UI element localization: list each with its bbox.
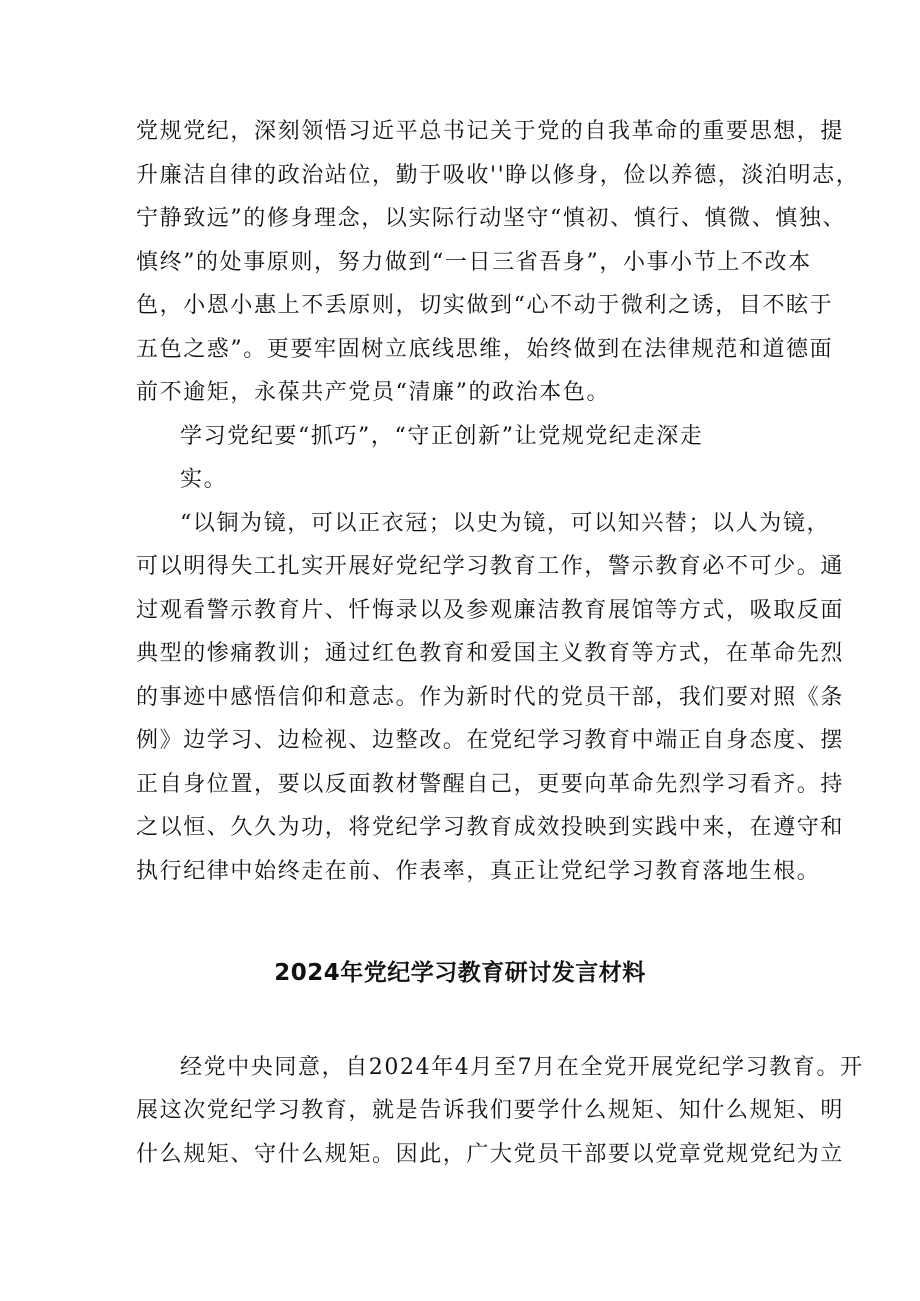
subheading-line: 学习党纪要“抓巧”，“守正创新”让党规党纪走深走: [180, 424, 704, 449]
text-line: 慎终”的处事原则，努力做到“一日三省吾身”，小事小节上不改本: [136, 250, 812, 275]
text-line: 的事迹中感悟信仰和意志。作为新时代的党员干部，我们要对照《条: [136, 685, 845, 710]
subheading-line: 实。: [180, 467, 228, 492]
text-line: 前不逾矩，永葆共产党员“清廉”的政治本色。: [136, 380, 611, 405]
text-line: 五色之惑”。更要牢固树立底线思维，始终做到在法律规范和道德面: [136, 337, 834, 362]
text-line: 正自身位置，要以反面教材警醒自己，更要向革命先烈学习看齐。持: [136, 772, 845, 797]
text-line: 宁静致远”的修身理念，以实际行动坚守“慎初、慎行、慎微、慎独、: [136, 206, 847, 231]
text-line: “以铜为镜，可以正衣冠；以史为镜，可以知兴替；以人为镜，: [180, 511, 831, 536]
text-line: 经党中央同意，自2024年4月至7月在全党开展党纪学习教育。开: [180, 1055, 864, 1080]
text-line: 例》边学习、边检视、边整改。在党纪学习教育中端正自身态度、摆: [136, 728, 845, 753]
text-line: 之以恒、久久为功，将党纪学习教育成效投映到实践中来，在遵守和: [136, 815, 845, 840]
text-line: 执行纪律中始终走在前、作表率，真正让党纪学习教育落地生根。: [136, 859, 821, 884]
text-line: 党规党纪，深刻领悟习近平总书记关于党的自我革命的重要思想，提: [136, 119, 845, 144]
text-line: 典型的惨痛教训；通过红色教育和爱国主义教育等方式，在革命先烈: [136, 641, 845, 666]
text-line: 过观看警示教育片、忏悔录以及参观廉洁教育展馆等方式，吸取反面: [136, 598, 845, 623]
text-line: 展这次党纪学习教育，就是告诉我们要学什么规矩、知什么规矩、明: [136, 1098, 845, 1123]
text-line: 升廉洁自律的政治站位，勤于吸收''睁以修身，俭以养德，淡泊明志，: [136, 163, 860, 188]
text-line: 色，小恩小惠上不丢原则，切实做到“心不动于微利之诱，目不眩于: [136, 293, 834, 318]
text-line: 什么规矩、守什么规矩。因此，广大党员干部要以党章党规党纪为立: [136, 1142, 845, 1167]
article-title: 2024年党纪学习教育研讨发言材料: [274, 960, 646, 986]
text-line: 可以明得失工扎实开展好党纪学习教育工作，警示教育必不可少。通: [136, 554, 845, 579]
